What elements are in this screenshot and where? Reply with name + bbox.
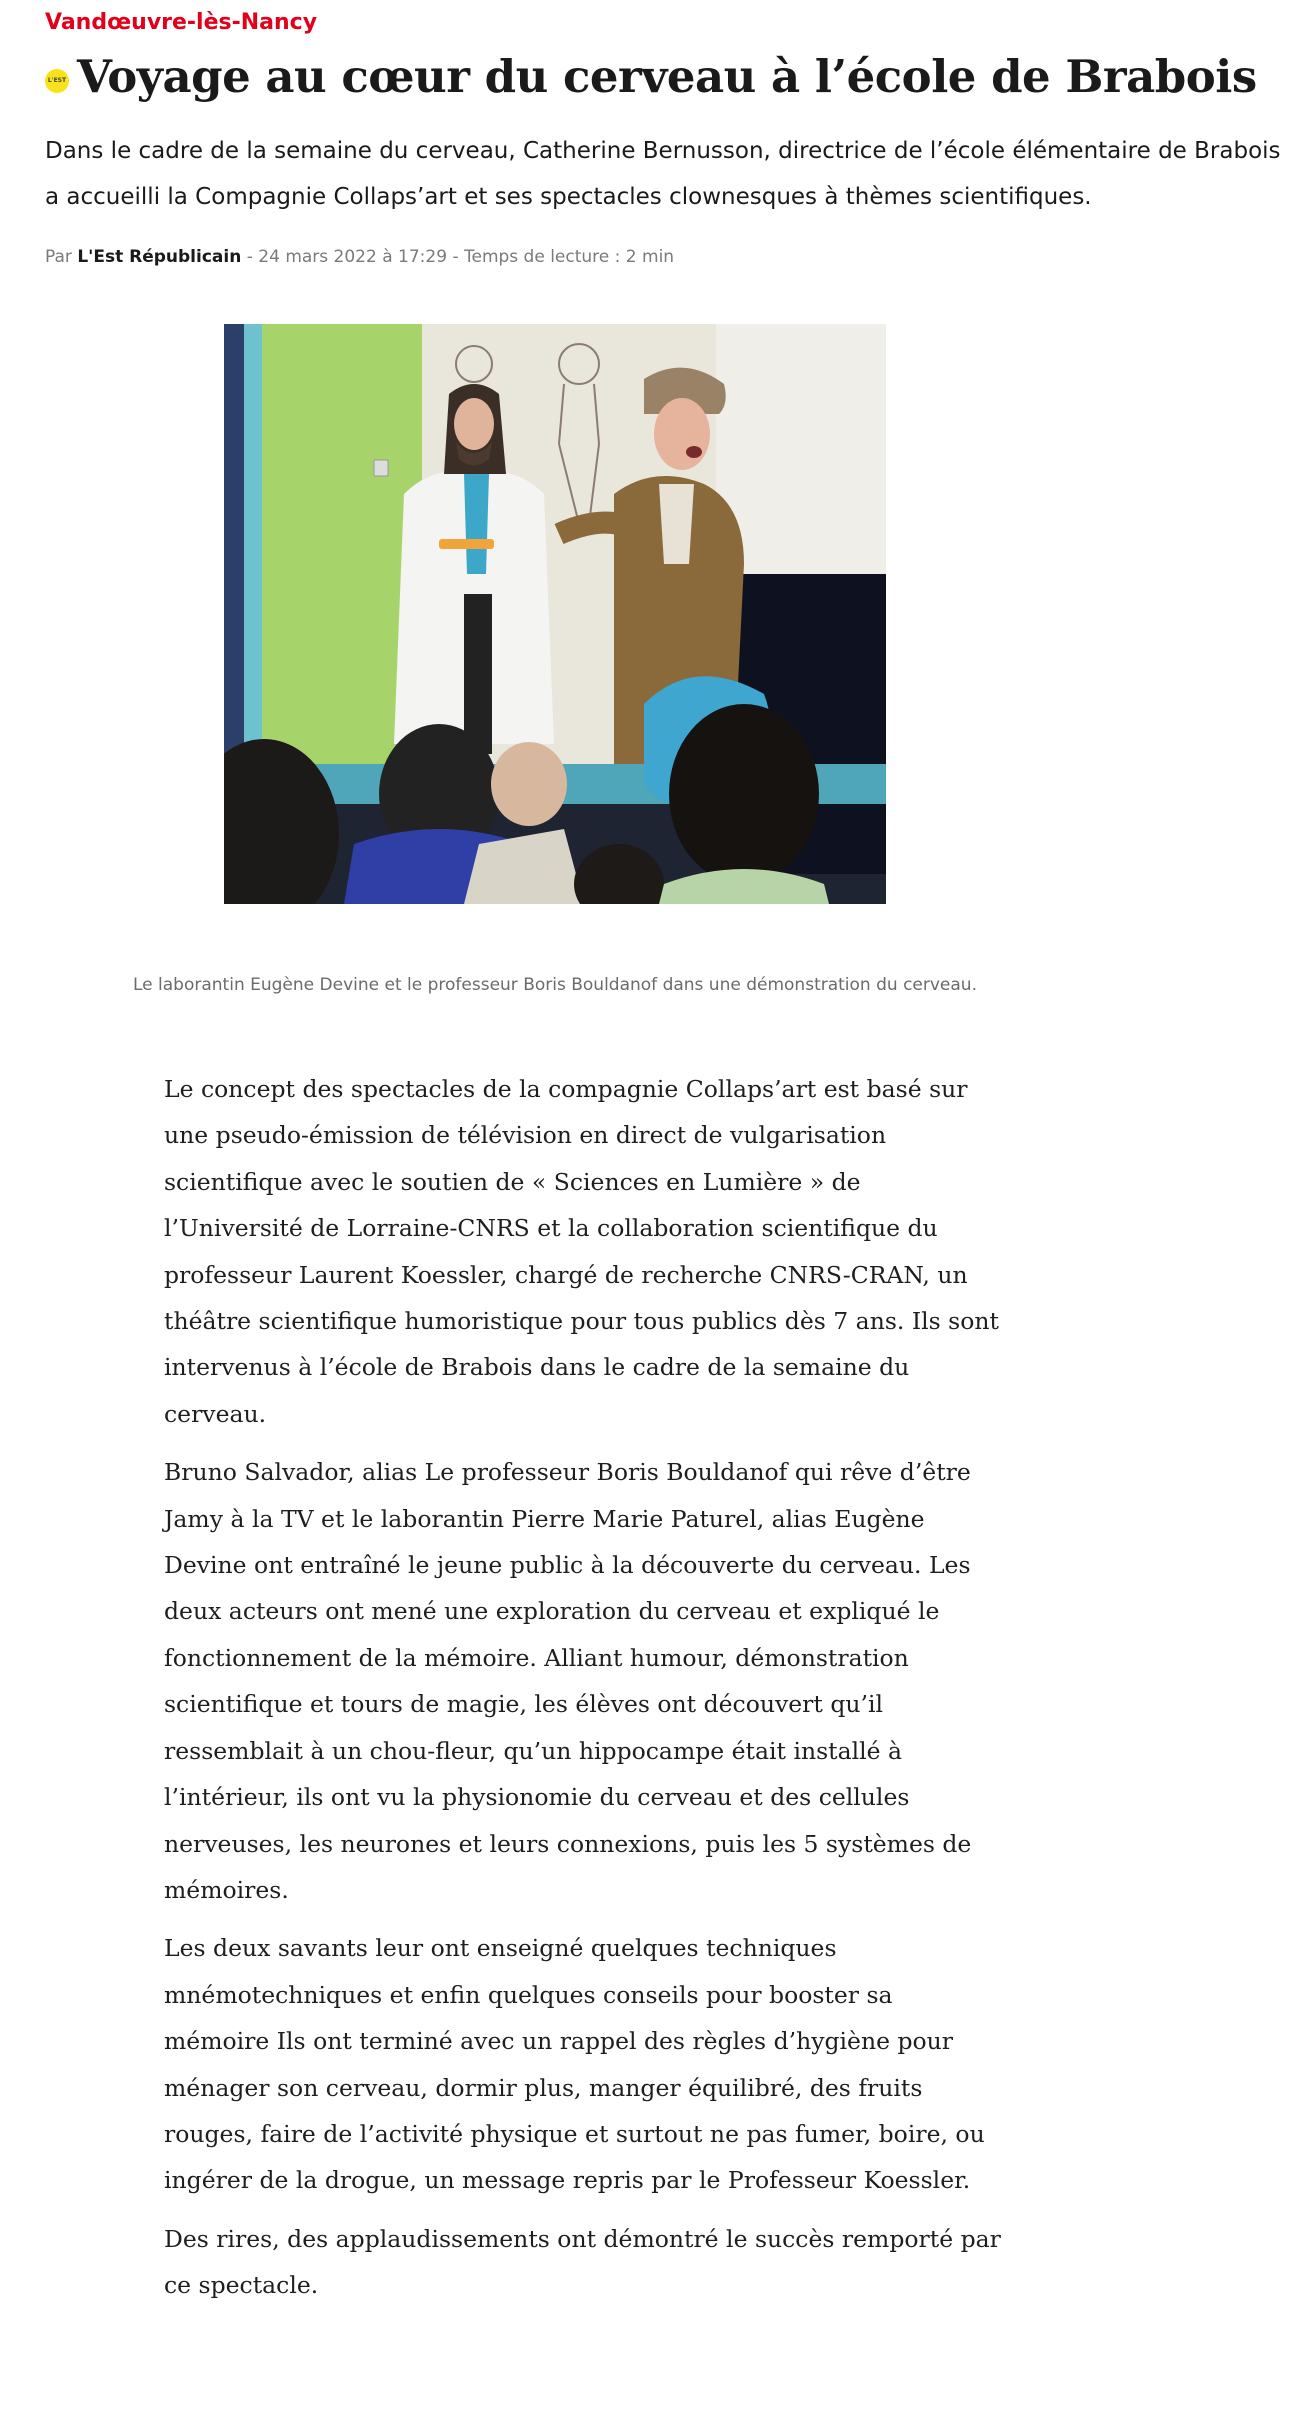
article-title: Voyage au cœur du cerveau à l’école de Brabois (77, 50, 1257, 103)
photo-illustration (224, 324, 886, 904)
article-photo[interactable] (224, 324, 886, 904)
photo-caption: Le laborantin Eugène Devine et le professeur Boris Bouldanof dans une démonstration du cerveau. (133, 975, 977, 995)
title-row (45, 50, 1292, 103)
byline-separator: - (452, 247, 459, 267)
article-paragraph: Des rires, des applaudissements ont démontré le succès remporté par ce spectacle. (164, 2224, 1001, 2300)
byline (45, 247, 674, 267)
byline-author[interactable]: L'Est Républicain (77, 247, 242, 267)
article-chapo: Dans le cadre de la semaine du cerveau, Catherine Bernusson, directrice de l’école élémentaire de Brabois a accueilli la Compagnie Collaps’art et ses spectacles clownesques à thèmes scientifiques. (45, 138, 1281, 210)
article-paragraph: Les deux savants leur ont enseigné quelques techniques mnémotechniques et enfin quelques conseils pour booster sa mémoire Ils ont terminé avec un rappel des règles d’hygiène pour ménager son cerveau, dormir plus, manger équilibré, des fruits rouges, faire de l’activité physique et surtout ne pas fumer, boire, ou ingérer de la drogue, un message repris par le Professeur Koessler. (164, 1934, 985, 2195)
byline-separator: - (246, 247, 253, 267)
section-kicker[interactable]: Vandœuvre-lès-Nancy (45, 10, 318, 35)
premium-badge-icon: L'EST (45, 69, 69, 93)
article-paragraph: Le concept des spectacles de la compagnie Collaps’art est basé sur une pseudo-émission de télévision en direct de vulgarisation scientifique avec le soutien de « Sciences en Lumière » de l’Université de Lorraine-CNRS et la collaboration scientifique du professeur Laurent Koessler, chargé de recherche CNRS-CRAN, un théâtre scientifique humoristique pour tous publics dès 7 ans. Ils sont intervenus à l’école de Brabois dans le cadre de la semaine du cerveau. (164, 1075, 999, 1428)
byline-reading-time: Temps de lecture : 2 min (463, 247, 675, 267)
byline-prefix: Par (45, 247, 72, 267)
article-paragraph: Bruno Salvador, alias Le professeur Boris Bouldanof qui rêve d’être Jamy à la TV et le laborantin Pierre Marie Paturel, alias Eugène Devine ont entraîné le jeune public à la découverte du cerveau. Les deux acteurs ont mené une exploration du cerveau et expliqué le fonctionnement de la mémoire. Alliant humour, démonstration scientifique et tours de magie, les élèves ont découvert qu’il ressemblait à un chou-fleur, qu’un hippocampe était installé à l’intérieur, ils ont vu la physionomie du cerveau et des cellules nerveuses, les neurones et leurs connexions, puis les 5 systèmes de mémoires. (164, 1458, 972, 1904)
byline-date: 24 mars 2022 à 17:29 (258, 247, 448, 267)
article-body (164, 1066, 1002, 2321)
